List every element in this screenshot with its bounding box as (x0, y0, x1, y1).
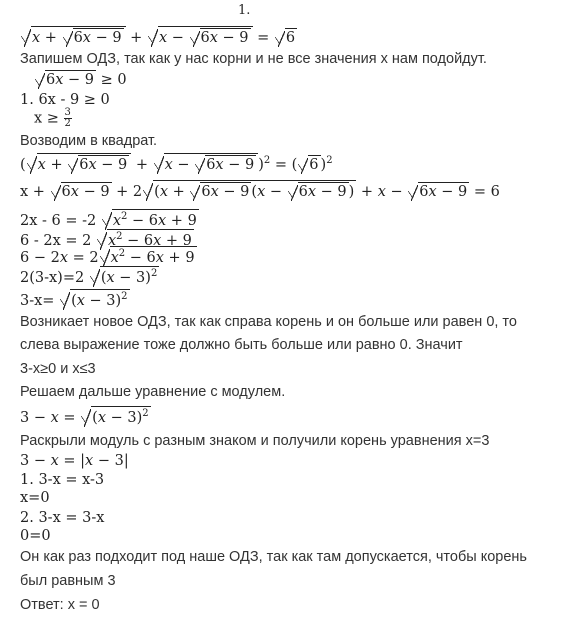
odz-intro: Запишем ОДЗ, так как у нас корни и не все значения x нам подойдут. (20, 51, 487, 67)
equation-line-5: 6 − 2x = 2 $x^2 - 6x + 9$ (20, 248, 195, 266)
modulus-equation: $3 - x = (x - 3)^2$ (20, 408, 149, 426)
square-intro: Возводим в квадрат. (20, 133, 158, 149)
odz-inequality: 6x − 9 ≥ 0 (34, 70, 127, 89)
step-1: 1. 6x - 9 ≥ 0 (20, 92, 110, 108)
fraction (64, 108, 72, 129)
case-1: 1. 3-x = x-3 (20, 472, 105, 488)
equation-line-6: 2(3-x)=2 $(x - 3)^2$ (20, 268, 158, 286)
condition: 3-x≥0 и x≤3 (20, 361, 96, 377)
step-1-result-left: x ≥ (34, 110, 59, 127)
fraction-denominator: 2 (64, 118, 71, 129)
case-2-result: 0=0 (20, 528, 51, 544)
fits-odz-line-1: Он как раз подходит под наше ОДЗ, так как там допускается, чтобы корень (20, 549, 527, 565)
new-odz-line-2: слева выражение тоже должно быть больше или равно 0. Значит (20, 337, 463, 353)
answer: Ответ: x = 0 (20, 597, 100, 613)
main-equation: x + 6x − 9 + x − 6x − 9 = 6 (20, 26, 297, 47)
modulus-intro: Решаем дальше уравнение с модулем. (20, 384, 286, 400)
equation-line-4: 6 - 2x = 2 $x^2 - 6x + 9$ (20, 231, 192, 249)
equation-line-3: 2x - 6 = -2 $x^2 - 6x + 9$ (20, 211, 197, 229)
case-1-result: x=0 (20, 490, 50, 506)
absolute-equation: 3 − x = |x − 3| (20, 453, 129, 469)
problem-number: 1. (238, 3, 251, 18)
step-1-result (34, 108, 72, 129)
expanded-equation: x + 6x − 9 + 2 (x + 6x − 9 (x − 6x − 9 ) + x − 6x − 9 = 6 (20, 180, 500, 201)
case-2: 2. 3-x = 3-x (20, 510, 105, 526)
open-modulus-text: Раскрыли модуль с разным знаком и получили корень уравнения x=3 (20, 433, 490, 449)
fraction-numerator: 3 (64, 107, 71, 118)
equation-line-7: $3-x= (x - 3)^2$ (20, 291, 128, 309)
new-odz-line-1: Возникает новое ОДЗ, так как справа корень и он больше или равен 0, то (20, 314, 517, 330)
fits-odz-line-2: был равным 3 (20, 573, 116, 589)
squared-equation: ( x + 6x − 9 + x − 6x − 9 )$^2$ = ( 6 )$^2$ (20, 153, 333, 174)
